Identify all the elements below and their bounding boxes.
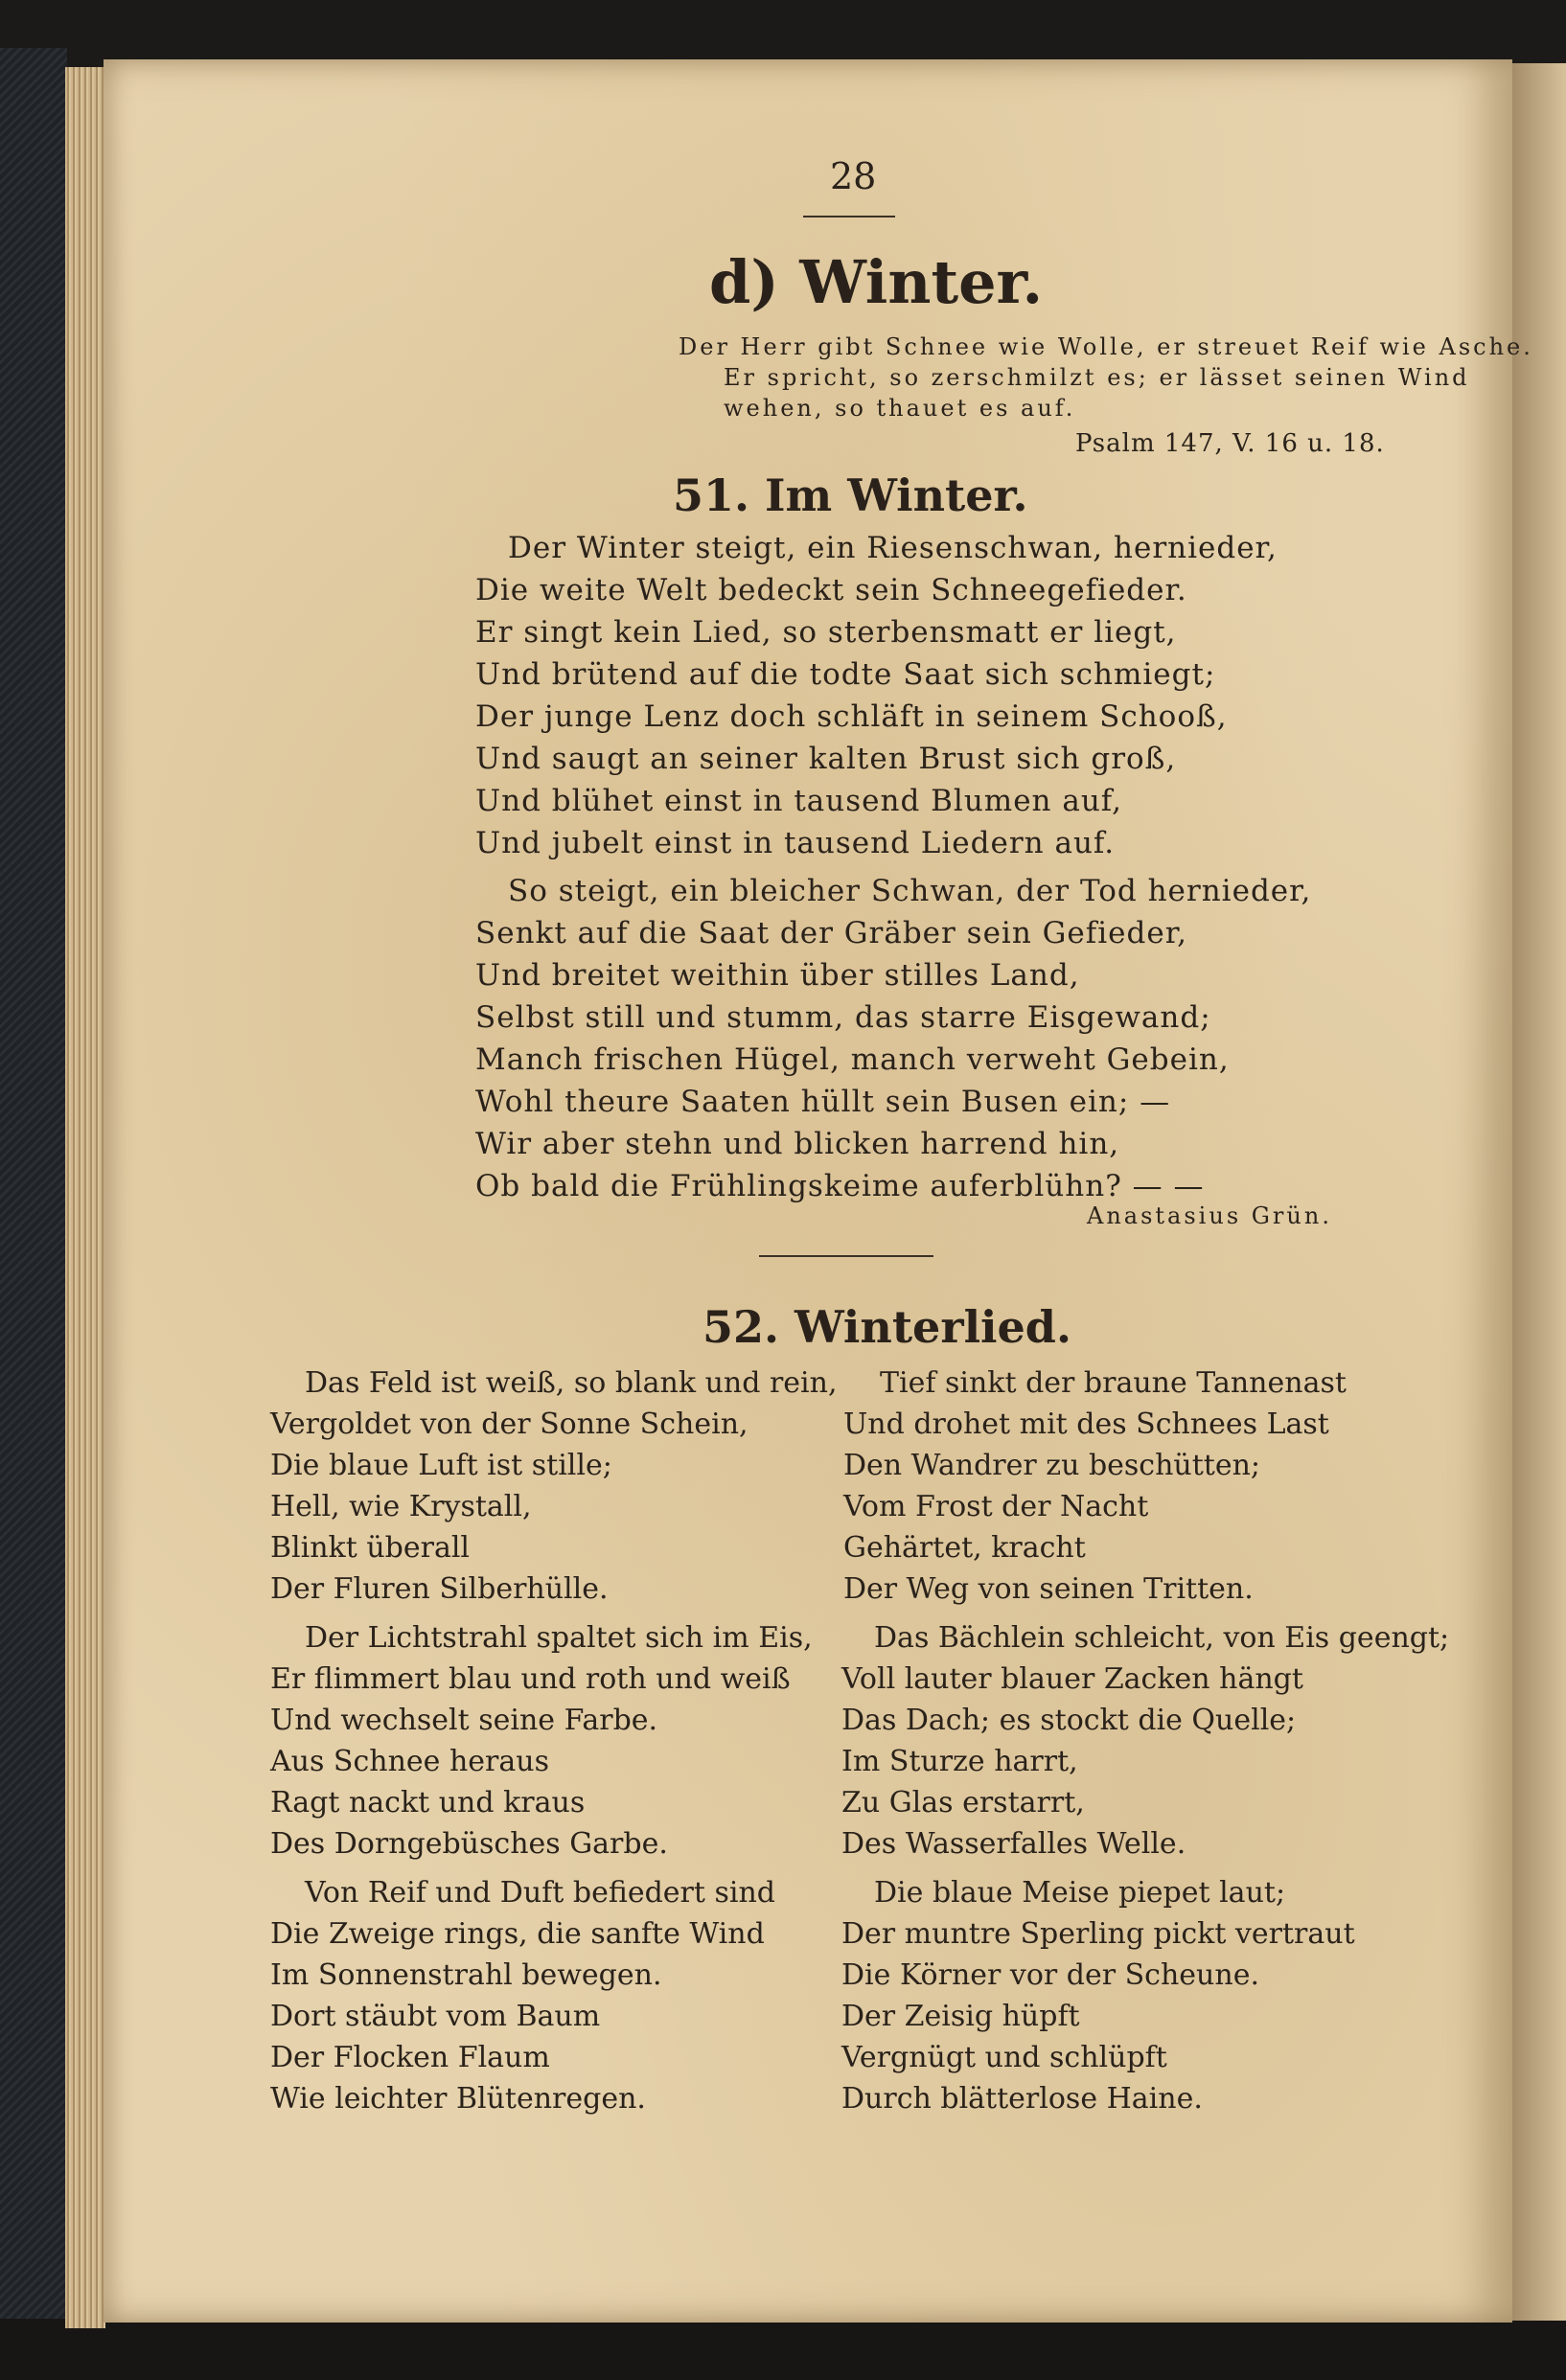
separator-rule — [759, 1255, 933, 1257]
verse-line: Aus Schnee heraus — [270, 1745, 549, 1778]
verse-line: Manch frischen Hügel, manch verweht Gebein, — [475, 1042, 1230, 1077]
verse-line: Selbst still und stumm, das starre Eisgewand; — [475, 1000, 1211, 1035]
poem-51-title: 51. Im Winter. — [673, 469, 1028, 521]
verse-line: Tief sinkt der braune Tannenast — [880, 1366, 1347, 1400]
verse-line: Hell, wie Krystall, — [270, 1490, 532, 1523]
verse-line: Ragt nackt und kraus — [270, 1786, 586, 1819]
verse-line: Im Sonnenstrahl bewegen. — [270, 1958, 662, 1992]
verse-line: Die weite Welt bedeckt sein Schneegefieder. — [475, 573, 1187, 607]
verse-line: Der Weg von seinen Tritten. — [843, 1572, 1254, 1606]
section-heading: d) Winter. — [709, 247, 1044, 317]
facing-page-edge — [1505, 63, 1566, 2321]
verse-line: Des Dorngebüsches Garbe. — [270, 1827, 668, 1861]
verse-line: Durch blätterlose Haine. — [841, 2082, 1203, 2116]
verse-line: Der Zeisig hüpft — [841, 2000, 1080, 2033]
verse-line: Blinkt überall — [270, 1531, 471, 1565]
verse-line: Vom Frost der Nacht — [843, 1490, 1149, 1523]
verse-line: Wie leichter Blütenregen. — [270, 2082, 646, 2116]
verse-line: Die blaue Meise piepet laut; — [874, 1876, 1286, 1910]
book-cover-top — [0, 0, 1566, 67]
verse-line: Zu Glas erstarrt, — [841, 1786, 1085, 1819]
verse-line: Dort stäubt vom Baum — [270, 2000, 601, 2033]
page-number: 28 — [830, 155, 877, 197]
verse-line: Die Körner vor der Scheune. — [841, 1958, 1259, 1992]
verse-line: Das Feld ist weiß, so blank und rein, — [305, 1366, 838, 1400]
verse-line: Und jubelt einst in tausend Liedern auf. — [475, 826, 1116, 860]
verse-line: Den Wandrer zu beschütten; — [843, 1449, 1261, 1482]
motto-line: Er spricht, so zerschmilzt es; er lässet seinen Wind — [724, 364, 1470, 391]
verse-line: Die blaue Luft ist stille; — [270, 1449, 612, 1482]
book-cover-left — [0, 48, 67, 2380]
verse-line: Vergnügt und schlüpft — [841, 2041, 1167, 2074]
verse-line: Wohl theure Saaten hüllt sein Busen ein; — — [475, 1085, 1171, 1119]
verse-line: Und saugt an seiner kalten Brust sich groß, — [475, 742, 1177, 776]
motto-line: Der Herr gibt Schnee wie Wolle, er streuet Reif wie Asche. — [679, 333, 1533, 360]
verse-line: Und blühet einst in tausend Blumen auf, — [475, 784, 1123, 818]
poem-52-title: 52. Winterlied. — [702, 1301, 1071, 1353]
verse-line: Der Flocken Flaum — [270, 2041, 550, 2074]
header-rule — [803, 216, 895, 217]
verse-line: Senkt auf die Saat der Gräber sein Gefieder, — [475, 916, 1187, 950]
verse-line: So steigt, ein bleicher Schwan, der Tod hernieder, — [508, 874, 1312, 908]
verse-line: Er flimmert blau und roth und weiß — [270, 1662, 791, 1696]
verse-line: Der muntre Sperling pickt vertraut — [841, 1917, 1355, 1951]
verse-line: Voll lauter blauer Zacken hängt — [841, 1662, 1303, 1696]
verse-line: Und drohet mit des Schnees Last — [843, 1407, 1329, 1441]
verse-line: Des Wasserfalles Welle. — [841, 1827, 1186, 1861]
motto-line: wehen, so thauet es auf. — [724, 395, 1076, 422]
verse-line: Und brütend auf die todte Saat sich schmiegt; — [475, 657, 1216, 692]
verse-line: Er singt kein Lied, so sterbensmatt er liegt, — [475, 615, 1177, 650]
verse-line: Von Reif und Duft befiedert sind — [305, 1876, 775, 1910]
verse-line: Vergoldet von der Sonne Schein, — [270, 1407, 748, 1441]
verse-line: Das Bächlein schleicht, von Eis geengt; — [874, 1621, 1450, 1655]
verse-line: Und breitet weithin über stilles Land, — [475, 958, 1080, 993]
verse-line: Die Zweige rings, die sanfte Wind — [270, 1917, 765, 1951]
verse-line: Der Fluren Silberhülle. — [270, 1572, 609, 1606]
page-edges — [65, 67, 105, 2328]
verse-line: Und wechselt seine Farbe. — [270, 1704, 658, 1737]
verse-line: Im Sturze harrt, — [841, 1745, 1078, 1778]
verse-line: Das Dach; es stockt die Quelle; — [841, 1704, 1297, 1737]
poem-51-author: Anastasius Grün. — [1087, 1202, 1332, 1229]
verse-line: Der Winter steigt, ein Riesenschwan, hernieder, — [508, 531, 1278, 565]
book-cover-bottom — [0, 2319, 1566, 2380]
verse-line: Der junge Lenz doch schläft in seinem Schooß, — [475, 699, 1228, 734]
verse-line: Wir aber stehn und blicken harrend hin, — [475, 1127, 1120, 1161]
motto-source: Psalm 147, V. 16 u. 18. — [1075, 429, 1385, 458]
verse-line: Gehärtet, kracht — [843, 1531, 1086, 1565]
verse-line: Ob bald die Frühlingskeime auferblühn? — — — [475, 1169, 1205, 1203]
verse-line: Der Lichtstrahl spaltet sich im Eis, — [305, 1621, 813, 1655]
